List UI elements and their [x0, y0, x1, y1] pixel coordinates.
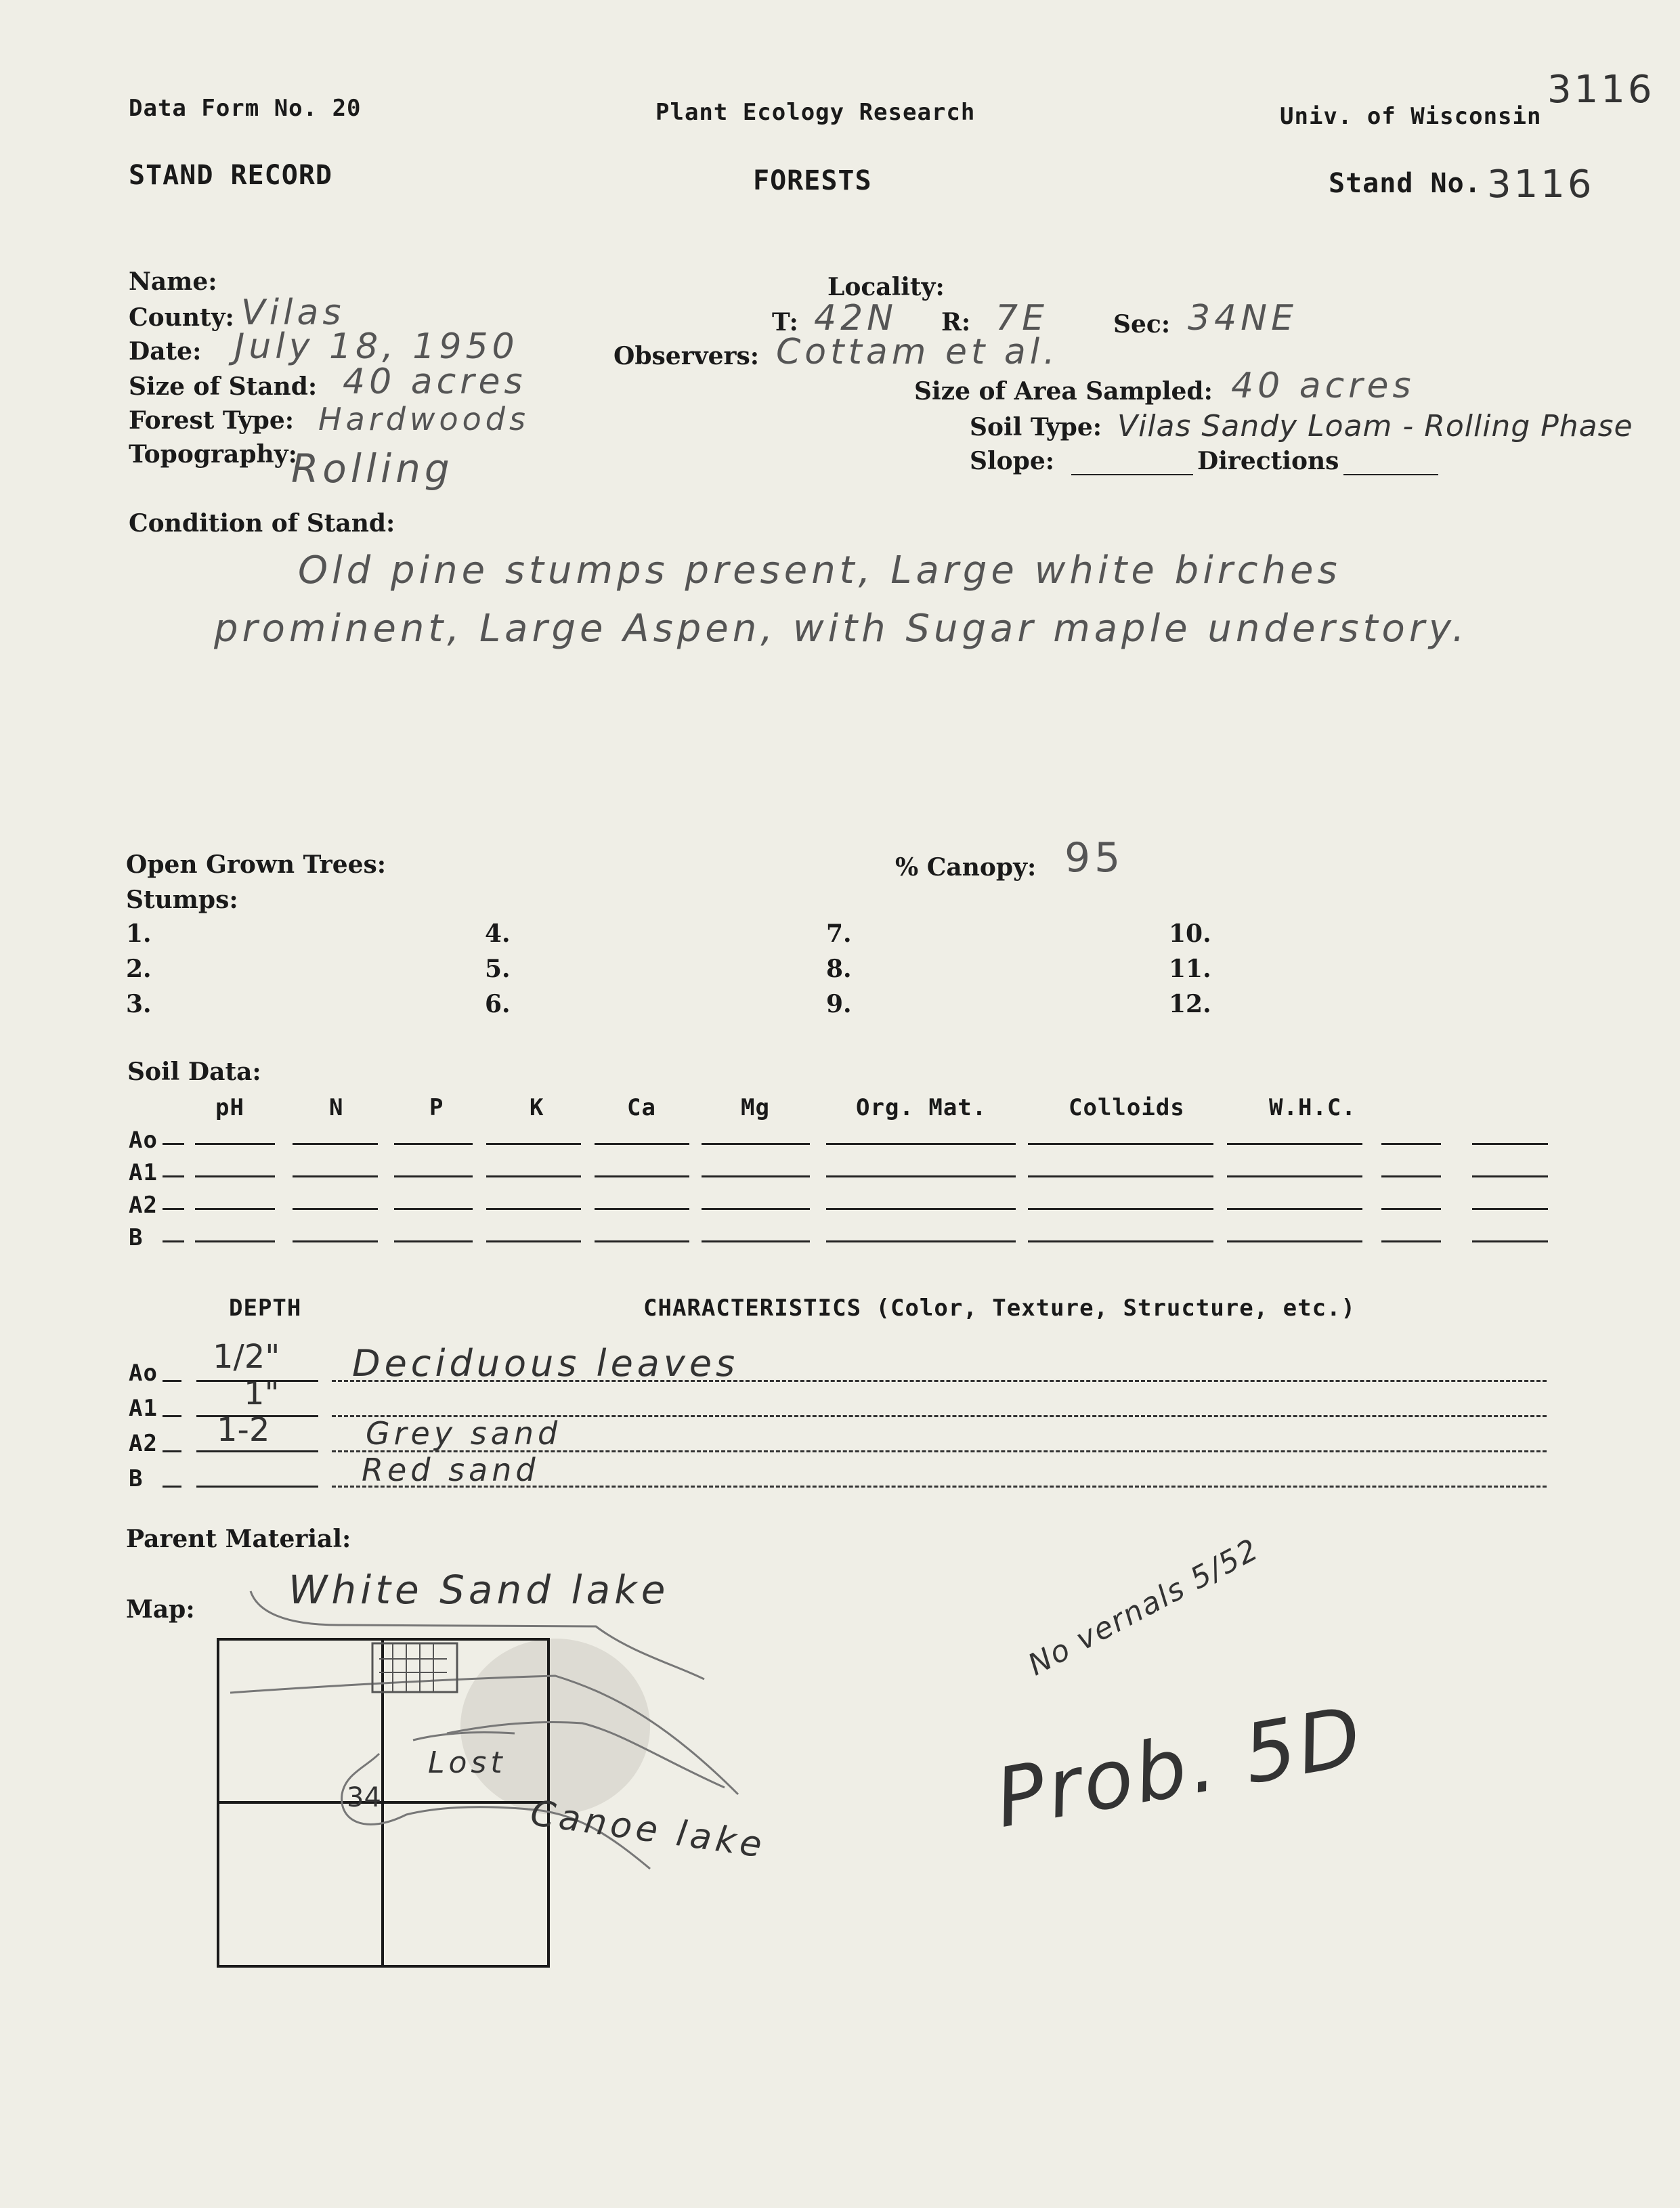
- form-category: FORESTS: [753, 165, 872, 196]
- condition-line-2: prominent, Large Aspen, with Sugar maple understory.: [214, 607, 1469, 651]
- soil-type-value: Vilas Sandy Loam - Rolling Phase: [1117, 409, 1633, 443]
- map-section-number: 34: [347, 1782, 381, 1813]
- date-value: July 18, 1950: [234, 326, 519, 367]
- stump-number: 10.: [1169, 919, 1211, 948]
- stump-number: 2.: [126, 955, 152, 983]
- forest-type-value: Hardwoods: [318, 401, 530, 437]
- profile-row-b: B: [129, 1465, 144, 1492]
- soil-row-ao: Ao: [129, 1127, 158, 1154]
- county-value: Vilas: [241, 293, 345, 333]
- soil-col-colloids: Colloids: [1069, 1094, 1185, 1121]
- soil-data-label: Soil Data:: [127, 1058, 261, 1086]
- soil-row-a1: A1: [129, 1159, 158, 1186]
- profile-row-a2: A2: [129, 1430, 158, 1457]
- note-prob: Prob. 5D: [989, 1689, 1371, 1846]
- canopy-label: % Canopy:: [895, 853, 1037, 882]
- map-lake-lost: Lost: [428, 1746, 507, 1780]
- stump-number: 11.: [1169, 955, 1211, 983]
- condition-line-1: Old pine stumps present, Large white birches: [298, 548, 1341, 592]
- area-sampled-label: Size of Area Sampled:: [914, 377, 1213, 406]
- township-value: 42N: [814, 298, 898, 339]
- township-label: T:: [772, 308, 798, 337]
- canopy-value: 95: [1064, 834, 1125, 882]
- profile-char-ao: Deciduous leaves: [352, 1342, 739, 1385]
- note-no-vernals: No vernals 5/52: [1022, 1532, 1265, 1683]
- date-label: Date:: [129, 337, 202, 366]
- stump-number: 12.: [1169, 990, 1211, 1018]
- map-label: Map:: [126, 1595, 195, 1624]
- soil-col-n: N: [329, 1094, 344, 1121]
- open-grown-trees-label: Open Grown Trees:: [126, 850, 387, 879]
- name-label: Name:: [129, 267, 217, 296]
- section-label: Sec:: [1113, 310, 1171, 339]
- observers-value: Cottam et al.: [776, 332, 1059, 372]
- section-value: 34NE: [1188, 298, 1297, 339]
- topography-label: Topography:: [129, 440, 297, 469]
- observers-label: Observers:: [613, 342, 760, 370]
- soil-col-ca: Ca: [627, 1094, 656, 1121]
- soil-row-a2: A2: [129, 1192, 158, 1219]
- stump-number: 9.: [826, 990, 852, 1018]
- soil-col-mg: Mg: [741, 1094, 770, 1121]
- stump-number: 4.: [485, 919, 511, 948]
- characteristics-label: CHARACTERISTICS (Color, Texture, Structure, etc.): [643, 1295, 1356, 1322]
- profile-depth-a1: 1": [244, 1374, 280, 1412]
- stump-number: 6.: [485, 990, 511, 1018]
- stump-number: 5.: [485, 955, 511, 983]
- profile-char-a2: Grey sand: [366, 1415, 562, 1452]
- org-name: Plant Ecology Research: [655, 99, 976, 126]
- soil-col-org-mat: Org. Mat.: [856, 1094, 987, 1121]
- soil-col-k: K: [530, 1094, 544, 1121]
- soil-col-ph: pH: [215, 1094, 244, 1121]
- profile-depth-a2: 1-2: [217, 1411, 270, 1449]
- range-label: R:: [941, 308, 971, 337]
- range-value: 7E: [995, 298, 1048, 339]
- map-lake-canoe: Canoe lake: [527, 1793, 769, 1867]
- condition-label: Condition of Stand:: [129, 509, 395, 538]
- stand-number-value: 3116: [1487, 163, 1595, 207]
- locality-label: Locality:: [827, 273, 945, 301]
- soil-row-b: B: [129, 1224, 144, 1251]
- parent-material-label: Parent Material:: [126, 1525, 351, 1553]
- record-number-top: 3116: [1547, 68, 1655, 112]
- stumps-label: Stumps:: [126, 886, 238, 914]
- soil-col-whc: W.H.C.: [1269, 1094, 1356, 1121]
- directions-label: Directions: [1197, 447, 1339, 475]
- profile-row-a1: A1: [129, 1395, 158, 1422]
- university-name: Univ. of Wisconsin: [1280, 103, 1542, 130]
- stump-number: 3.: [126, 990, 152, 1018]
- area-sampled-value: 40 acres: [1231, 366, 1415, 406]
- stump-number: 8.: [826, 955, 852, 983]
- depth-label: DEPTH: [229, 1295, 302, 1322]
- stump-number: 7.: [826, 919, 852, 948]
- profile-row-ao: Ao: [129, 1360, 158, 1387]
- profile-char-b: Red sand: [362, 1452, 540, 1488]
- county-label: County:: [129, 303, 234, 332]
- soil-col-p: P: [429, 1094, 444, 1121]
- soil-type-label: Soil Type:: [970, 413, 1102, 441]
- stand-number-label: Stand No.: [1329, 168, 1482, 199]
- stump-number: 1.: [126, 919, 152, 948]
- forest-type-label: Forest Type:: [129, 406, 295, 435]
- profile-depth-ao: 1/2": [213, 1338, 280, 1376]
- form-number: Data Form No. 20: [129, 95, 362, 122]
- topography-value: Rolling: [291, 446, 454, 492]
- size-of-stand-value: 40 acres: [343, 362, 527, 402]
- slope-label: Slope:: [970, 447, 1055, 475]
- form-title: STAND RECORD: [129, 160, 332, 191]
- map-lake-white-sand: White Sand lake: [288, 1567, 670, 1613]
- size-of-stand-label: Size of Stand:: [129, 372, 318, 401]
